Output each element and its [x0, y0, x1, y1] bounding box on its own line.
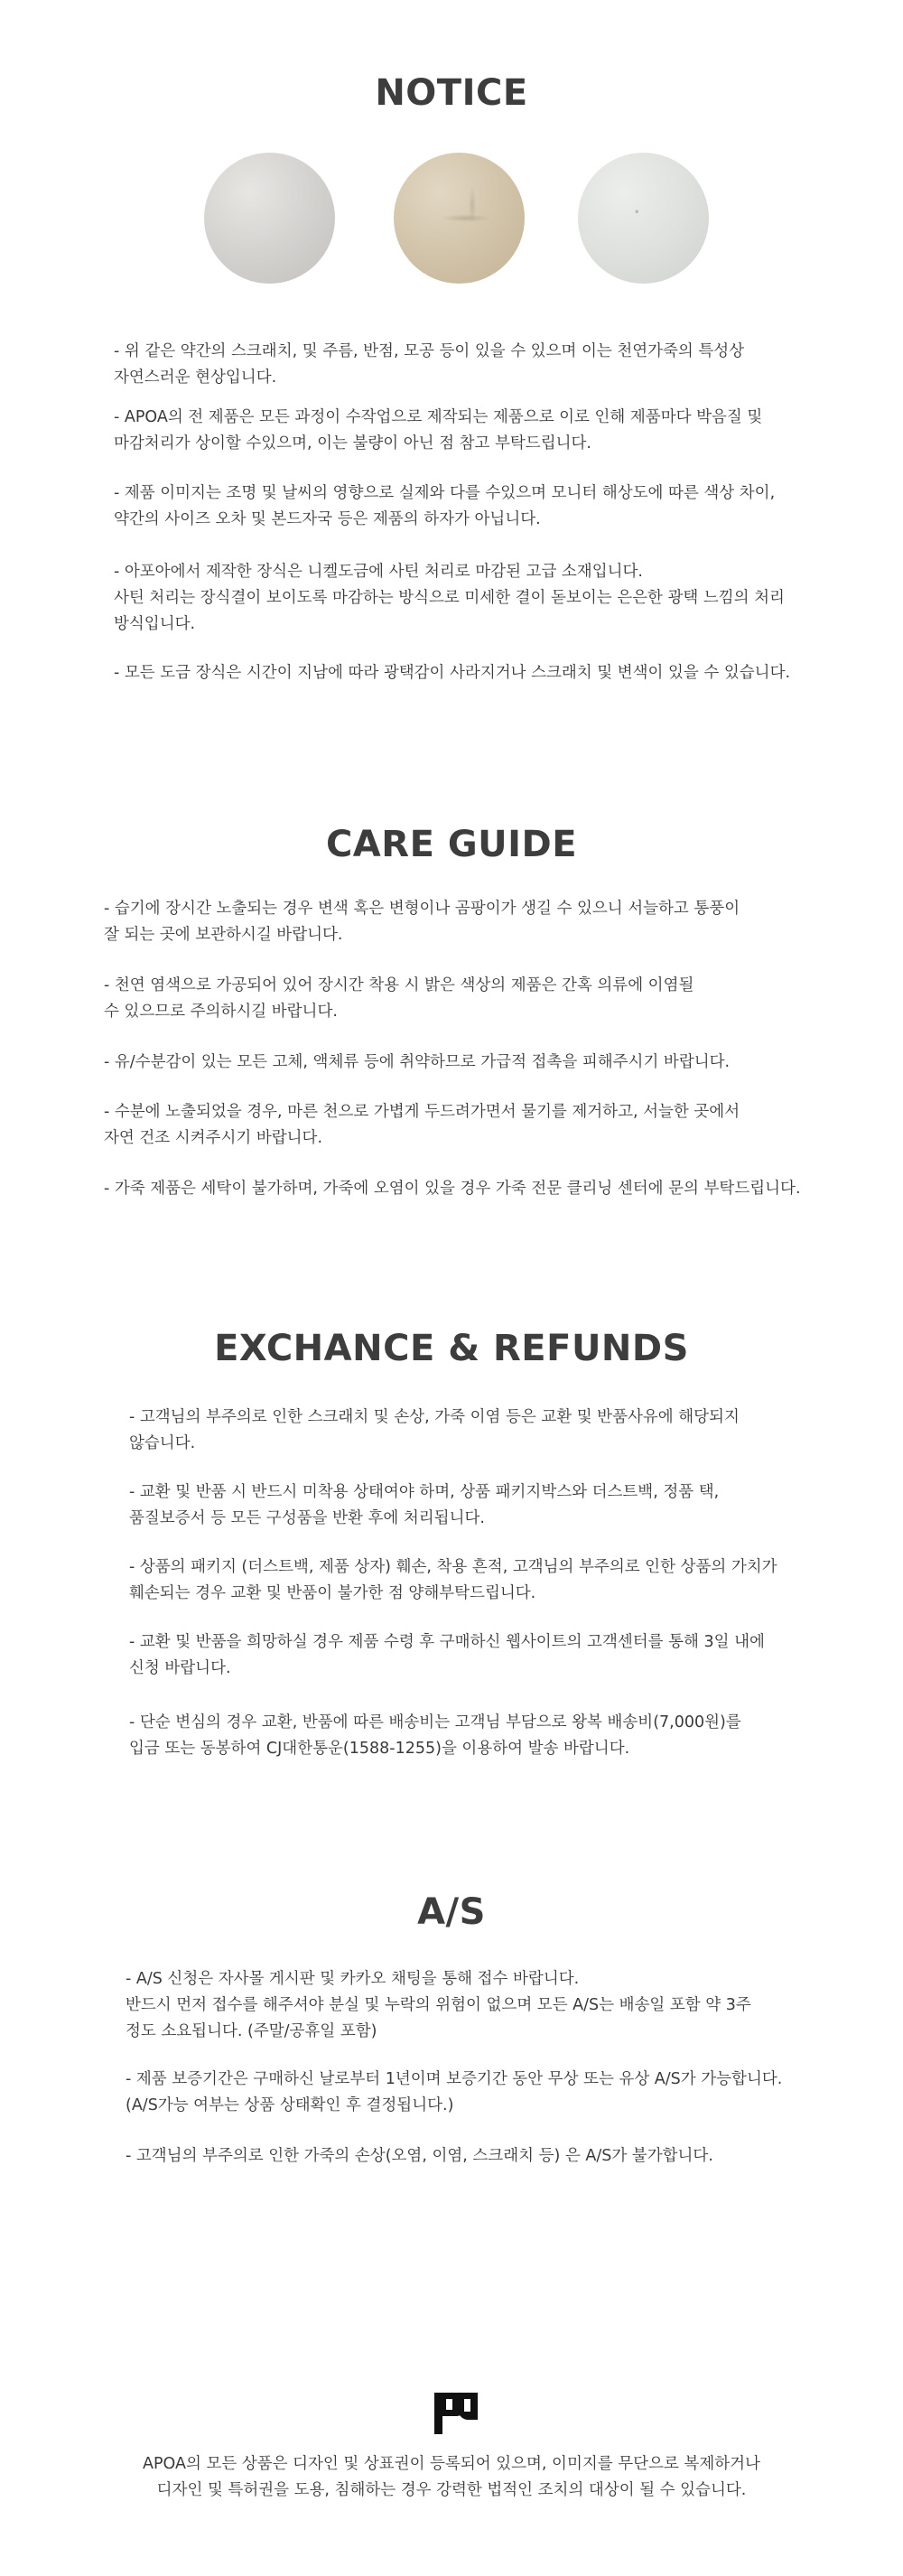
- copyright-line: APOA의 모든 상품은 디자인 및 상표권이 등록되어 있으며, 이미지를 무단으로 복제하거나: [143, 2455, 760, 2473]
- notice-line: - 위 같은 약간의 스크래치, 및 주름, 반점, 모공 등이 있을 수 있으며 이는 천연가죽의 특성상: [114, 342, 745, 360]
- exchange-line: 훼손되는 경우 교환 및 반품이 불가한 점 양해부탁드립니다.: [129, 1584, 536, 1602]
- as-line: 반드시 먼저 접수를 해주셔야 분실 및 누락의 위험이 없으며 모든 A/S는 배송일 포함 약 3주: [126, 1996, 751, 2014]
- as-title: A/S: [417, 1891, 486, 1933]
- as-line: (A/S가능 여부는 상품 상태확인 후 결정됩니다.): [126, 2096, 454, 2114]
- notice-line: - 아포아에서 제작한 장식은 니켈도금에 사틴 처리로 마감된 고급 소재입니다.: [114, 563, 643, 581]
- notice-line: 자연스러운 현상입니다.: [114, 369, 277, 387]
- care-item-5: [104, 1176, 801, 1202]
- exchange-line: - 교환 및 반품을 희망하실 경우 제품 수령 후 구매하신 웹사이트의 고객센터를 통해 3일 내에: [129, 1633, 765, 1651]
- care-guide-title: CARE GUIDE: [325, 824, 578, 865]
- notice-line: 마감처리가 상이할 수있으며, 이는 불량이 아닌 점 참고 부탁드립니다.: [114, 434, 591, 453]
- as-item-2: [126, 2067, 782, 2119]
- care-line: - 수분에 노출되었을 경우, 마른 천으로 가볍게 두드려가면서 물기를 제거하고, 서늘한 곳에서: [104, 1103, 740, 1121]
- leather-swatch-white: [578, 153, 709, 284]
- exchange-line: - 단순 변심의 경우 교환, 반품에 따른 배송비는 고객님 부담으로 왕복 배송비(7,000원)를: [129, 1713, 741, 1731]
- as-line: - 제품 보증기간은 구매하신 날로부터 1년이며 보증기간 동안 무상 또는 유상 A/S가 가능합니다.: [126, 2070, 783, 2088]
- exchange-line: 입금 또는 동봉하여 CJ대한통운(1588-1255)을 이용하여 발송 바랍니다.: [129, 1740, 630, 1758]
- as-line: - 고객님의 부주의로 인한 가죽의 손상(오염, 이염, 스크래치 등) 은 A/S가 불가합니다.: [126, 2147, 713, 2165]
- care-item-2: [104, 973, 694, 1025]
- care-item-1: [104, 896, 740, 948]
- notice-line: 사틴 처리는 장식결이 보이도록 마감하는 방식으로 미세한 결이 돋보이는 은은한 광택 느낌의 처리: [114, 589, 785, 607]
- exchange-title: EXCHANCE & REFUNDS: [214, 1328, 689, 1369]
- exchange-line: - 교환 및 반품 시 반드시 미착용 상태여야 하며, 상품 패키지박스와 더스트백, 정품 택,: [129, 1483, 720, 1501]
- leather-swatch-gray: [204, 153, 335, 284]
- care-item-3: [104, 1050, 730, 1076]
- notice-item-5: [114, 660, 790, 686]
- notice-item-2: [114, 405, 762, 457]
- apoa-logo-icon: [434, 2389, 478, 2434]
- care-line: - 가죽 제품은 세탁이 불가하며, 가죽에 오염이 있을 경우 가죽 전문 클리닝 센터에 문의 부탁드립니다.: [104, 1180, 801, 1198]
- notice-item-1: [114, 339, 744, 391]
- care-line: - 천연 염색으로 가공되어 있어 장시간 착용 시 밝은 색상의 제품은 간혹 의류에 이염될: [104, 976, 694, 994]
- notice-title: NOTICE: [375, 72, 528, 114]
- exchange-line: 신청 바랍니다.: [129, 1659, 231, 1677]
- exchange-line: - 상품의 패키지 (더스트백, 제품 상자) 훼손, 착용 흔적, 고객님의 부주의로 인한 상품의 가치가: [129, 1558, 777, 1576]
- care-line: - 유/수분감이 있는 모든 고체, 액체류 등에 취약하므로 가급적 접촉을 피해주시기 바랍니다.: [104, 1053, 731, 1071]
- exchange-item-1: [129, 1405, 740, 1457]
- leather-swatch-beige: [394, 153, 525, 284]
- care-line: 수 있으므로 주의하시길 바랍니다.: [104, 1003, 338, 1021]
- as-line: - A/S 신청은 자사몰 게시판 및 카카오 채팅을 통해 접수 바랍니다.: [126, 1970, 580, 1988]
- exchange-line: - 고객님의 부주의로 인한 스크래치 및 손상, 가죽 이염 등은 교환 및 반품사유에 해당되지: [129, 1408, 740, 1426]
- as-item-1: [126, 1966, 751, 2045]
- copyright-notice: [0, 2451, 903, 2504]
- notice-line: - APOA의 전 제품은 모든 과정이 수작업으로 제작되는 제품으로 이로 인해 제품마다 박음질 및: [114, 408, 763, 426]
- care-item-4: [104, 1099, 740, 1152]
- notice-line: - 모든 도금 장식은 시간이 지남에 따라 광택감이 사라지거나 스크래치 및 변색이 있을 수 있습니다.: [114, 664, 791, 682]
- exchange-item-3: [129, 1554, 777, 1607]
- exchange-item-4: [129, 1629, 765, 1682]
- as-line: 정도 소요됩니다. (주말/공휴일 포함): [126, 2022, 377, 2040]
- exchange-item-2: [129, 1479, 719, 1532]
- notice-line: 약간의 사이즈 오차 및 본드자국 등은 제품의 하자가 아닙니다.: [114, 510, 541, 528]
- copyright-line: 디자인 및 특허권을 도용, 침해하는 경우 강력한 법적인 조치의 대상이 될 수 있습니다.: [156, 2481, 747, 2499]
- exchange-item-5: [129, 1710, 741, 1762]
- exchange-line: 않습니다.: [129, 1434, 196, 1452]
- notice-item-4: [114, 559, 785, 638]
- exchange-line: 품질보증서 등 모든 구성품을 반환 후에 처리됩니다.: [129, 1509, 485, 1527]
- care-line: 자연 건조 시켜주시기 바랍니다.: [104, 1129, 323, 1147]
- care-line: 잘 되는 곳에 보관하시길 바랍니다.: [104, 926, 343, 944]
- care-line: - 습기에 장시간 노출되는 경우 변색 혹은 변형이나 곰팡이가 생길 수 있으니 서늘하고 통풍이: [104, 900, 740, 918]
- as-item-3: [126, 2143, 713, 2170]
- notice-line: - 제품 이미지는 조명 및 날씨의 영향으로 실제와 다를 수있으며 모니터 해상도에 따른 색상 차이,: [114, 484, 776, 502]
- notice-item-3: [114, 481, 775, 533]
- notice-line: 방식입니다.: [114, 615, 196, 633]
